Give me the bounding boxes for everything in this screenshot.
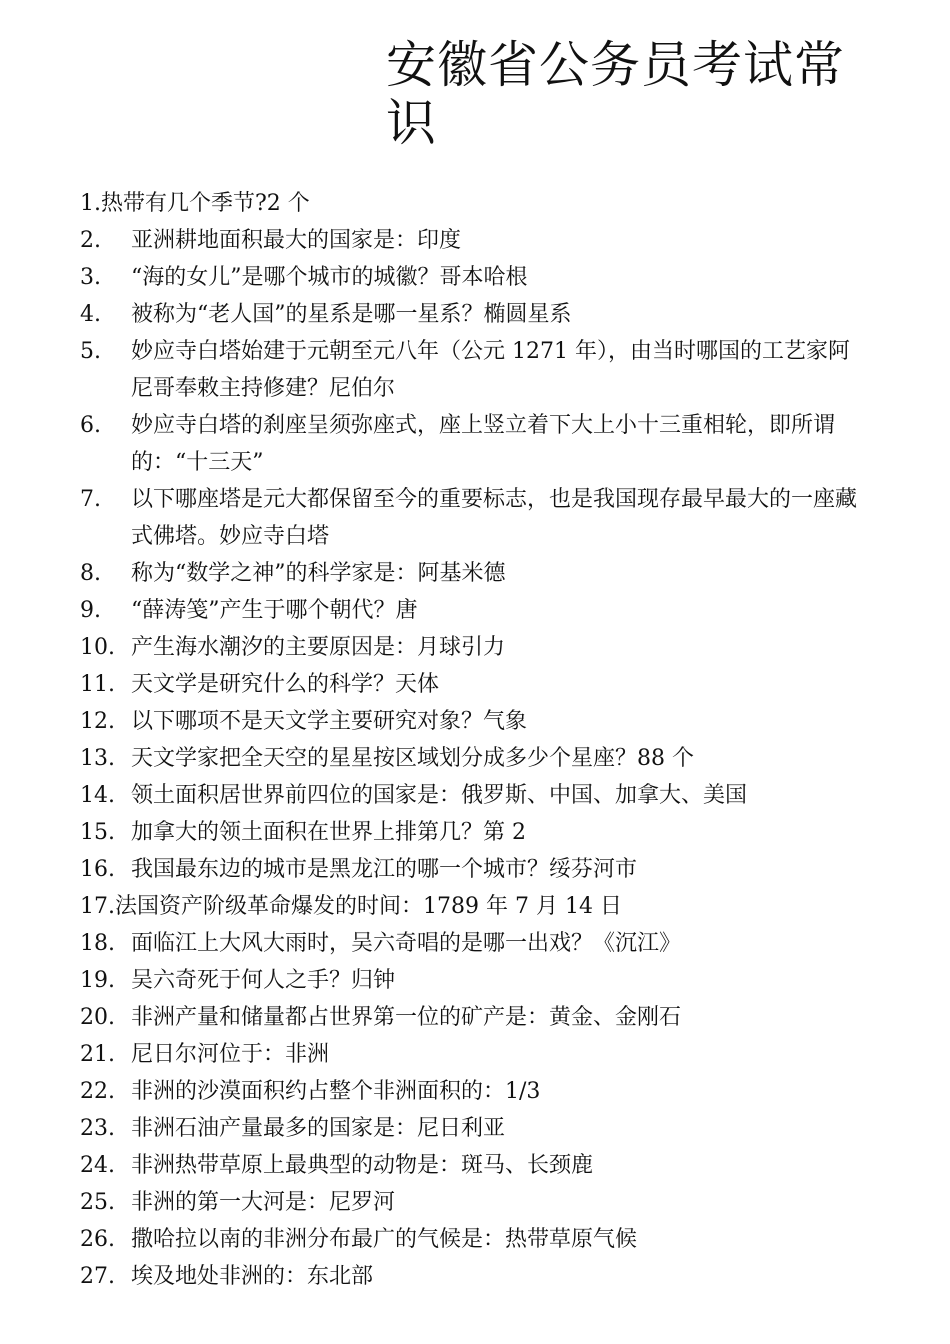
- item-text: “海的女儿”是哪个城市的城徽？哥本哈根: [131, 265, 528, 290]
- list-item: [80, 666, 870, 703]
- list-item: [80, 962, 870, 999]
- list-item: [80, 1184, 870, 1221]
- item-number: 8.: [80, 561, 101, 586]
- document-title: 安徽省公务员考试常识: [386, 36, 845, 152]
- item-text: 以下哪座塔是元大都保留至今的重要标志，也是我国现存最早最大的一座藏式佛塔。妙应寺白塔: [131, 487, 858, 549]
- list-item: [80, 999, 870, 1036]
- item-number: 16.: [80, 857, 115, 882]
- list-item: [80, 1147, 870, 1184]
- list-item: [80, 629, 870, 666]
- item-text: 加拿大的领土面积在世界上排第几？第 2: [131, 820, 526, 845]
- item-text: 非洲热带草原上最典型的动物是：斑马、长颈鹿: [131, 1153, 594, 1178]
- list-item: [80, 333, 870, 407]
- item-number: 23.: [80, 1116, 115, 1141]
- item-text: 吴六奇死于何人之手？归钟: [131, 968, 396, 993]
- list-item: [80, 814, 870, 851]
- item-text: 埃及地处非洲的：东北部: [131, 1264, 374, 1289]
- item-text: 妙应寺白塔的刹座呈须弥座式，座上竖立着下大上小十三重相轮，即所谓的：“十三天”: [131, 413, 836, 475]
- question-list: [80, 185, 870, 1295]
- item-text: 面临江上大风大雨时，吴六奇唱的是哪一出戏？《沉江》: [131, 931, 682, 956]
- item-number: 15.: [80, 820, 115, 845]
- item-number: 11.: [80, 672, 115, 697]
- item-number: 7.: [80, 487, 101, 512]
- list-item: [80, 296, 870, 333]
- list-item: [80, 592, 870, 629]
- list-item: [80, 222, 870, 259]
- item-number: 27.: [80, 1264, 115, 1289]
- item-text: 非洲产量和储量都占世界第一位的矿产是：黄金、金刚石: [131, 1005, 682, 1030]
- item-number: 24.: [80, 1153, 115, 1178]
- item-number: 14.: [80, 783, 115, 808]
- item-number: 10.: [80, 635, 115, 660]
- item-number: 25.: [80, 1190, 115, 1215]
- item-number: 20.: [80, 1005, 115, 1030]
- item-text: 我国最东边的城市是黑龙江的哪一个城市？绥芬河市: [131, 857, 638, 882]
- item-number: 1.: [80, 191, 101, 216]
- list-item: [80, 1258, 870, 1295]
- list-item: [80, 851, 870, 888]
- item-number: 9.: [80, 598, 101, 623]
- item-text: 天文学是研究什么的科学？天体: [131, 672, 440, 697]
- item-number: 3.: [80, 265, 101, 290]
- list-item: [80, 259, 870, 296]
- item-text: “薛涛笺”产生于哪个朝代？唐: [131, 598, 418, 623]
- item-text: 被称为“老人国”的星系是哪一星系？椭圆星系: [131, 302, 572, 327]
- list-item: [80, 888, 870, 925]
- item-number: 6.: [80, 413, 101, 438]
- list-item: [80, 407, 870, 481]
- item-text: 尼日尔河位于：非洲: [131, 1042, 330, 1067]
- item-text: 亚洲耕地面积最大的国家是：印度: [131, 228, 462, 253]
- list-item: [80, 925, 870, 962]
- item-number: 22.: [80, 1079, 115, 1104]
- list-item: [80, 481, 870, 555]
- item-text: 以下哪项不是天文学主要研究对象？气象: [131, 709, 528, 734]
- list-item: [80, 1110, 870, 1147]
- item-text: 产生海水潮汐的主要原因是：月球引力: [131, 635, 506, 660]
- list-item: [80, 703, 870, 740]
- item-text: 非洲的第一大河是：尼罗河: [131, 1190, 396, 1215]
- list-item: [80, 185, 870, 222]
- item-text: 法国资产阶级革命爆发的时间：1789 年 7 月 14 日: [115, 894, 622, 919]
- item-number: 18.: [80, 931, 115, 956]
- item-number: 21.: [80, 1042, 115, 1067]
- list-item: [80, 777, 870, 814]
- item-text: 非洲的沙漠面积约占整个非洲面积的：1/3: [131, 1079, 541, 1104]
- item-number: 19.: [80, 968, 115, 993]
- item-text: 天文学家把全天空的星星按区域划分成多少个星座？88 个: [131, 746, 694, 771]
- list-item: [80, 1221, 870, 1258]
- list-item: [80, 1073, 870, 1110]
- item-text: 撒哈拉以南的非洲分布最广的气候是：热带草原气候: [131, 1227, 638, 1252]
- item-number: 13.: [80, 746, 115, 771]
- item-text: 热带有几个季节?2 个: [101, 191, 310, 216]
- item-text: 称为“数学之神”的科学家是：阿基米德: [131, 561, 506, 586]
- item-number: 4.: [80, 302, 101, 327]
- item-text: 非洲石油产量最多的国家是：尼日利亚: [131, 1116, 506, 1141]
- list-item: [80, 555, 870, 592]
- item-number: 2.: [80, 228, 101, 253]
- item-number: 26.: [80, 1227, 115, 1252]
- item-text: 领土面积居世界前四位的国家是：俄罗斯、中国、加拿大、美国: [131, 783, 748, 808]
- item-number: 5.: [80, 339, 101, 364]
- list-item: [80, 1036, 870, 1073]
- item-text: 妙应寺白塔始建于元朝至元八年（公元 1271 年），由当时哪国的工艺家阿尼哥奉敕主持修建？尼伯尔: [131, 339, 850, 401]
- item-number: 17.: [80, 894, 115, 919]
- list-item: [80, 740, 870, 777]
- item-number: 12.: [80, 709, 115, 734]
